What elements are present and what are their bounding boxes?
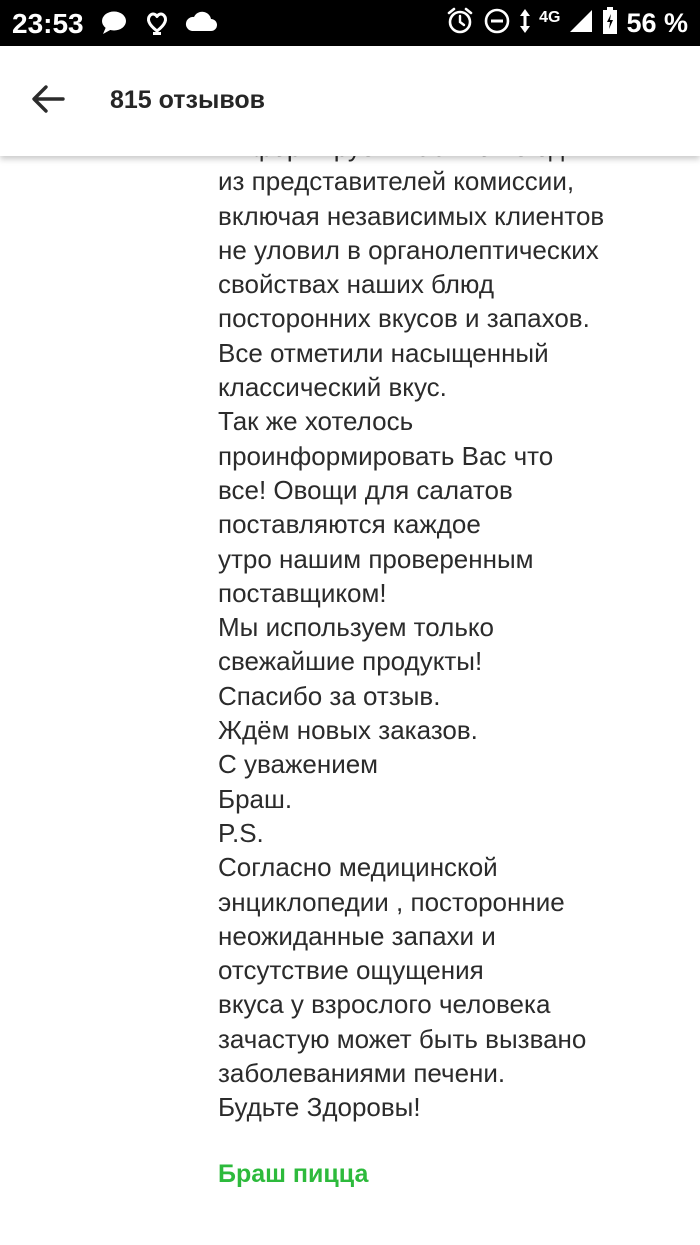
reply-line: Так же хотелось — [218, 406, 414, 437]
reply-text — [218, 130, 688, 1125]
do-not-disturb-icon — [483, 7, 511, 40]
review-reply-content[interactable] — [0, 156, 700, 1245]
reply-line: P.S. — [218, 817, 264, 848]
page-title: 815 отзывов — [110, 86, 266, 114]
reply-line: вкуса у взрослого человека — [218, 989, 551, 1020]
reply-line: свойствах наших блюд — [218, 269, 495, 300]
arrow-left-icon — [31, 84, 65, 119]
reply-line: неожиданные запахи и — [218, 920, 496, 951]
reply-line: Мы используем только — [218, 612, 495, 643]
reply-line: Браш. — [218, 783, 293, 814]
chat-bubble-icon — [100, 8, 128, 38]
reply-author: Браш пицца — [218, 1160, 369, 1188]
reply-line: Все отметили насыщенный — [218, 337, 549, 368]
reply-line: не уловил в органолептических — [218, 234, 599, 265]
reply-line: Ждём новых заказов. — [218, 715, 478, 746]
cloud-icon — [184, 8, 218, 38]
reply-line: включая независимых клиентов — [218, 200, 605, 231]
reply-line: утро нашим проверенным — [218, 543, 534, 574]
reply-line: С уважением — [218, 749, 379, 780]
data-arrows-icon — [519, 7, 531, 40]
reply-line: проинформировать Вас что — [218, 440, 554, 471]
alarm-icon — [445, 6, 475, 41]
reply-line: поставляются каждое — [218, 509, 481, 540]
battery-percent: 56 % — [626, 8, 688, 38]
reply-line: поставщиком! — [218, 577, 387, 608]
status-bar — [0, 0, 700, 46]
status-right-icons — [445, 8, 688, 38]
reply-line: из представителей комиссии, — [218, 166, 575, 197]
status-time: 23:53 — [12, 8, 84, 39]
reply-line: свежайшие продукты! — [218, 646, 483, 677]
reply-line: все! Овощи для салатов — [218, 474, 513, 505]
heart-pin-icon — [144, 8, 170, 38]
battery-icon — [602, 7, 618, 40]
reply-line: энциклопедии , посторонние — [218, 886, 565, 917]
signal-icon — [568, 8, 594, 39]
reply-line: посторонних вкусов и запахов. — [218, 303, 590, 334]
reply-line: отсутствие ощущения — [218, 955, 484, 986]
app-bar — [0, 46, 700, 156]
reply-line: Спасибо за отзыв. — [218, 680, 441, 711]
reply-line: заболеваниями печени. — [218, 1058, 506, 1089]
reply-line: Будьте Здоровы! — [218, 1092, 421, 1123]
network-label: 4G — [539, 9, 561, 26]
reply-line: классический вкус. — [218, 372, 447, 403]
reply-line: зачастую может быть вызвано — [218, 1023, 587, 1054]
reply-line: Согласно медицинской — [218, 852, 498, 883]
back-button[interactable] — [25, 78, 71, 124]
